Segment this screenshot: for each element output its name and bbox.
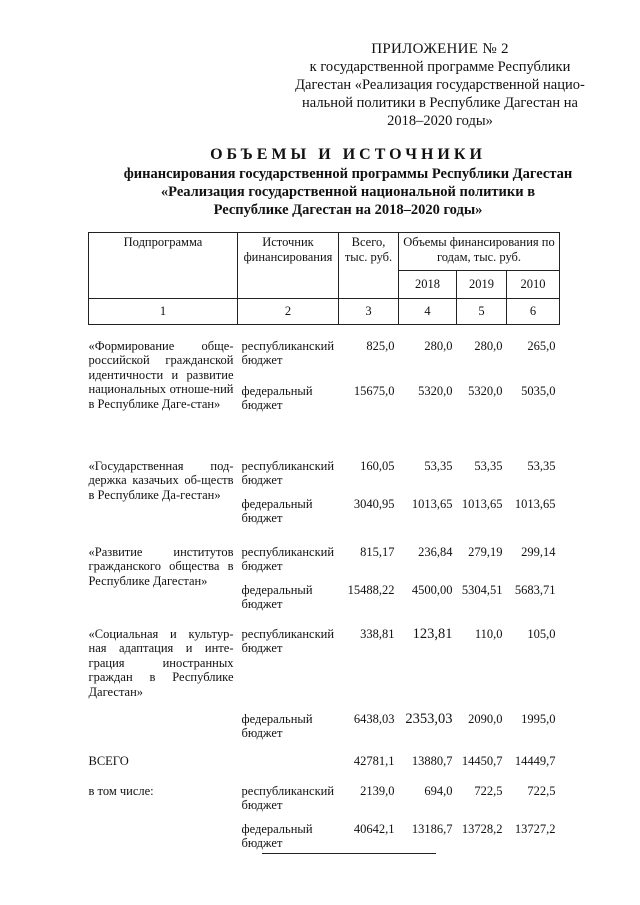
year-cell: 1013,65 — [514, 496, 556, 511]
year-cell: 14449,7 — [514, 753, 556, 768]
annex-line: нальной политики в Республике Дагестан на — [302, 95, 578, 111]
year-cell: 1995,0 — [521, 711, 556, 726]
year-cell: 1013,65 — [411, 496, 453, 511]
heading-title: ОБЪЕМЫ И ИСТОЧНИКИ — [210, 146, 486, 163]
year-cell: 280,0 — [424, 338, 453, 353]
table-row — [89, 822, 560, 856]
year-cell: 13186,7 — [411, 821, 453, 836]
year-cell: 279,19 — [468, 544, 503, 559]
year-cell: 53,35 — [527, 458, 556, 473]
year-cell: 110,0 — [474, 626, 503, 641]
total-row — [89, 754, 560, 784]
table-row — [89, 627, 560, 712]
total-cell: 6438,03 — [353, 711, 395, 726]
year-cell: 2353,03 — [405, 710, 453, 727]
total-cell: 15488,22 — [347, 582, 395, 597]
table-row — [89, 545, 560, 583]
year-cell: 280,0 — [474, 338, 503, 353]
source-cell: федеральный бюджет — [241, 582, 313, 611]
source-cell: республиканский бюджет — [241, 544, 335, 573]
year-cell: 265,0 — [527, 338, 556, 353]
document-heading — [60, 145, 636, 219]
total-cell: 40642,1 — [353, 821, 395, 836]
annex-line: к государственной программе Республики — [309, 59, 571, 75]
column-number: 4 — [399, 299, 457, 325]
year-cell: 5320,0 — [468, 383, 503, 398]
header-total: Всего, тыс. руб. — [339, 233, 399, 299]
year-cell: 694,0 — [424, 783, 453, 798]
year-cell: 5320,0 — [418, 383, 453, 398]
column-number: 2 — [238, 299, 339, 325]
total-cell: 160,05 — [360, 458, 395, 473]
total-cell: 338,81 — [360, 626, 395, 641]
source-cell: федеральный бюджет — [241, 383, 313, 412]
total-cell: 42781,1 — [353, 753, 395, 768]
heading-line: Республике Дагестан на 2018–2020 годы» — [213, 202, 483, 218]
source-cell: республиканский бюджет — [241, 783, 335, 812]
source-cell: федеральный бюджет — [241, 496, 313, 525]
year-cell: 299,14 — [521, 544, 556, 559]
year-cell: 14450,7 — [461, 753, 503, 768]
total-cell: 825,0 — [366, 338, 395, 353]
source-cell: республиканский бюджет — [241, 458, 335, 487]
header-year: 2010 — [507, 271, 560, 299]
column-number: 6 — [507, 299, 560, 325]
financing-table — [88, 232, 560, 856]
table-row — [89, 784, 560, 822]
source-cell: республиканский бюджет — [241, 626, 335, 655]
total-cell: 3040,95 — [353, 496, 395, 511]
annex-header — [275, 40, 605, 130]
year-cell: 722,5 — [474, 783, 503, 798]
year-cell: 105,0 — [527, 626, 556, 641]
year-cell: 5304,51 — [461, 582, 503, 597]
annex-line: 2018–2020 годы» — [387, 113, 493, 129]
year-cell: 123,81 — [412, 625, 453, 642]
subprogram-name: «Социальная и культур-ная адаптация и инте-грация иностранных граждан в Республике Дагестан» — [88, 626, 234, 699]
footer-rule — [262, 853, 436, 854]
header-subprogram: Подпрограмма — [89, 233, 238, 299]
year-cell: 53,35 — [424, 458, 453, 473]
header-year: 2018 — [399, 271, 457, 299]
year-cell: 4500,00 — [411, 582, 453, 597]
year-cell: 722,5 — [527, 783, 556, 798]
total-label: ВСЕГО — [88, 753, 129, 768]
year-cell: 53,35 — [474, 458, 503, 473]
year-cell: 13728,2 — [461, 821, 503, 836]
header-source: Источник финансирования — [238, 233, 339, 299]
year-cell: 236,84 — [418, 544, 453, 559]
source-cell: федеральный бюджет — [241, 711, 313, 740]
heading-line: «Реализация государственной национальной политики в — [160, 184, 536, 200]
column-number: 1 — [89, 299, 238, 325]
total-cell: 2139,0 — [360, 783, 395, 798]
heading-line: финансирования государственной программы Республики Дагестан — [123, 166, 573, 182]
header-by-years: Объемы финансирования по годам, тыс. руб. — [399, 233, 560, 271]
year-cell: 13880,7 — [411, 753, 453, 768]
table-row — [89, 339, 560, 384]
column-number: 5 — [457, 299, 507, 325]
table-row — [89, 459, 560, 497]
year-cell: 1013,65 — [461, 496, 503, 511]
total-cell: 815,17 — [360, 544, 395, 559]
including-label: в том числе: — [88, 783, 154, 798]
header-year: 2019 — [457, 271, 507, 299]
annex-title: ПРИЛОЖЕНИЕ № 2 — [371, 41, 509, 57]
year-cell: 5683,71 — [514, 582, 556, 597]
subprogram-name: «Развитие институтов гражданского общества в Республике Дагестан» — [88, 544, 234, 588]
year-cell: 2090,0 — [468, 711, 503, 726]
year-cell: 5035,0 — [521, 383, 556, 398]
column-number: 3 — [339, 299, 399, 325]
year-cell: 13727,2 — [514, 821, 556, 836]
subprogram-name: «Государственная под-держка казачьих об-ществ в Республике Да-гестан» — [88, 458, 234, 502]
source-cell: федеральный бюджет — [241, 821, 313, 850]
source-cell: республиканский бюджет — [241, 338, 335, 367]
subprogram-name: «Формирование обще-российской гражданской идентичности и развитие национальных отноше-ний в Республике Даге-стан» — [88, 338, 234, 411]
annex-line: Дагестан «Реализация государственной нацио- — [295, 77, 585, 93]
total-cell: 15675,0 — [353, 383, 395, 398]
